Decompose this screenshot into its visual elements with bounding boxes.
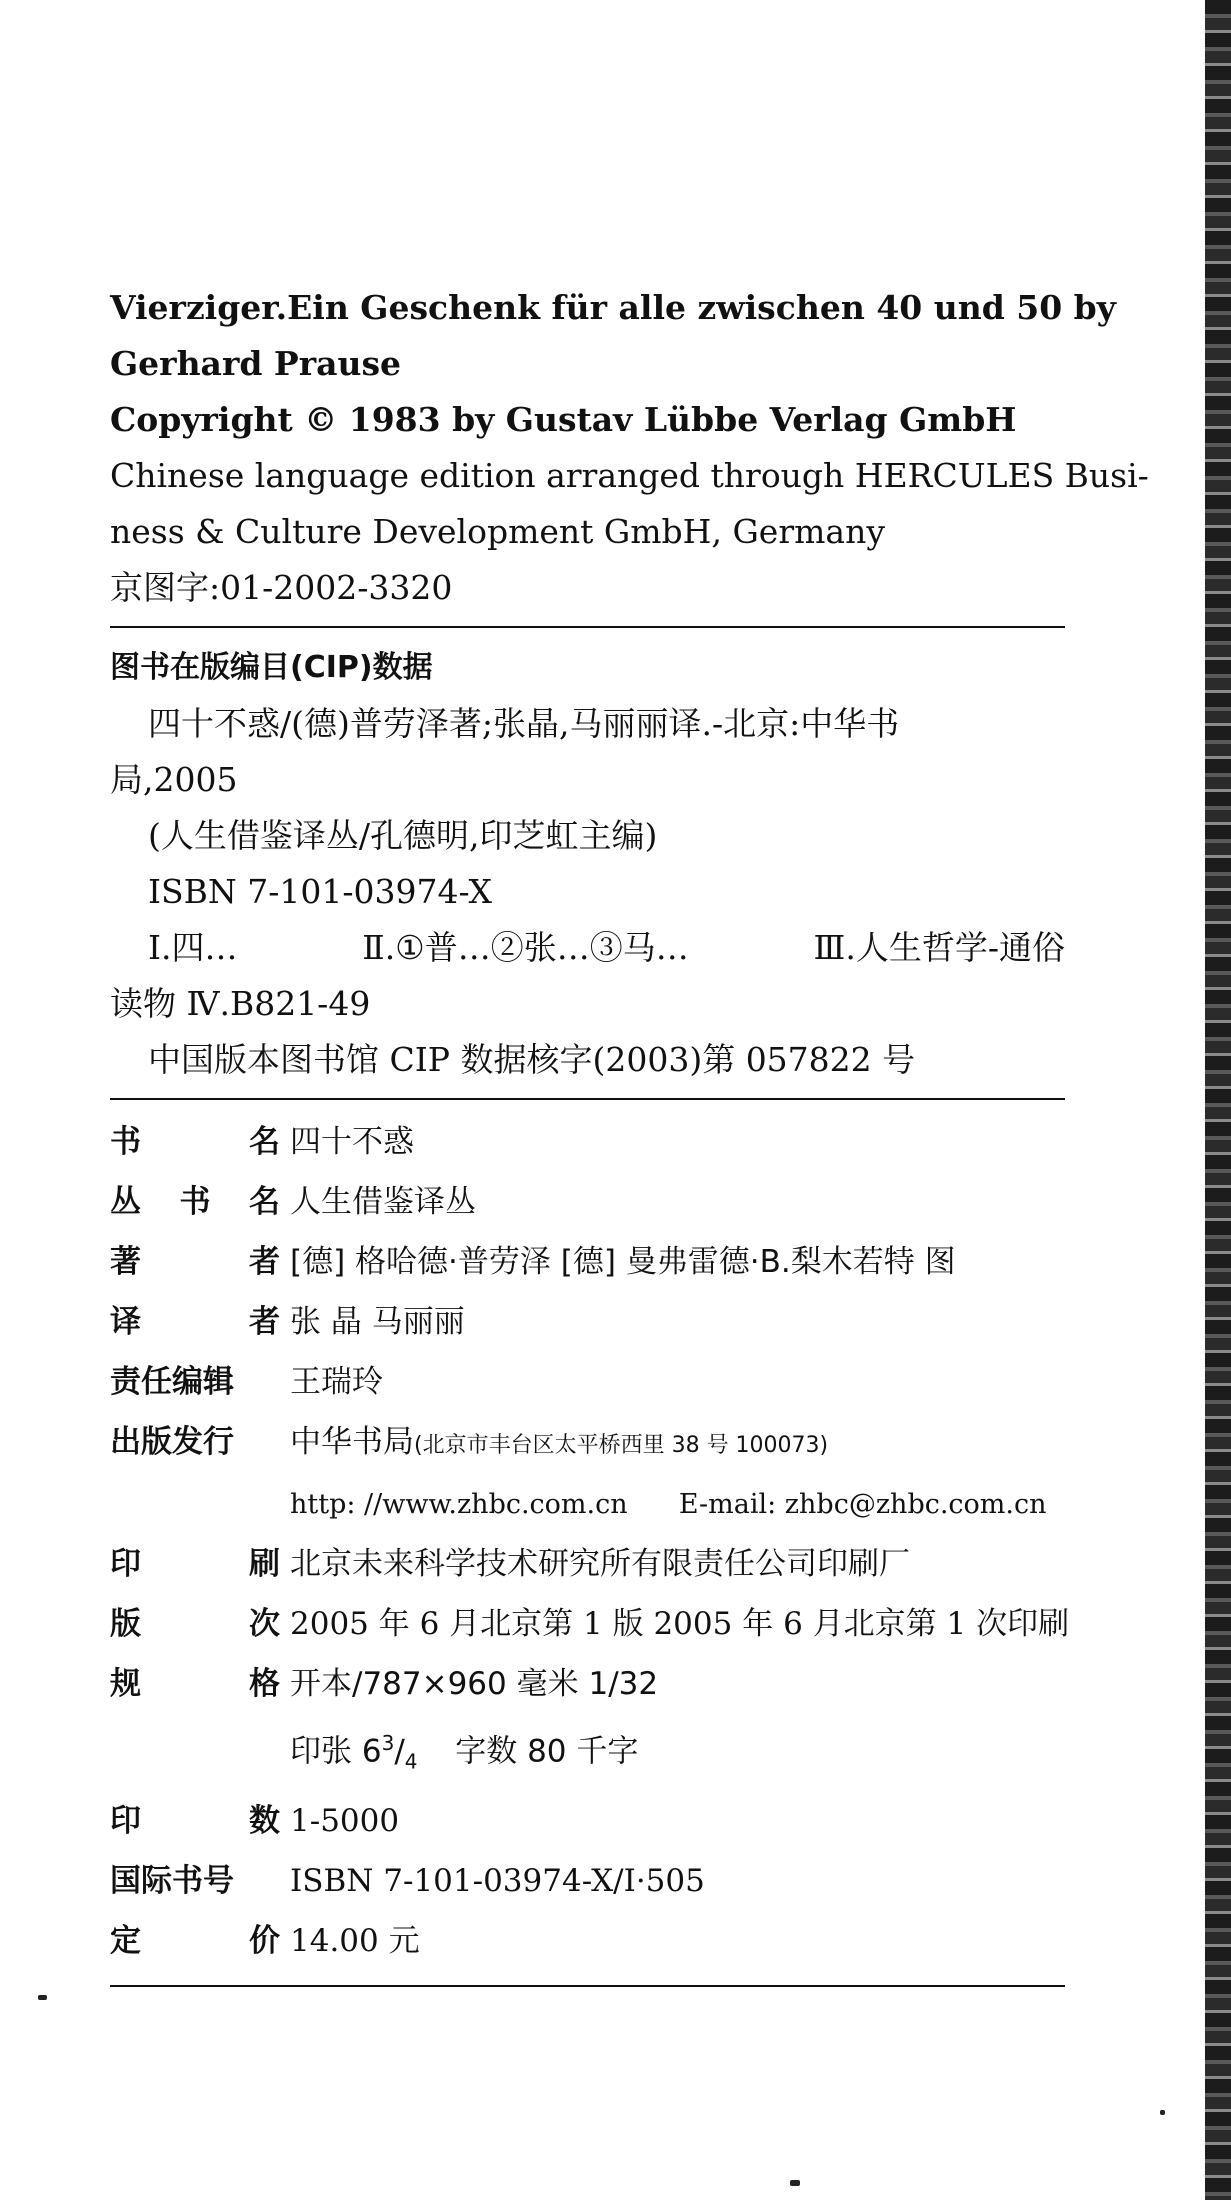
import-permit: 京图字:01-2002-3320 (110, 568, 453, 607)
record-translator-value: 张 晶 马丽丽 (290, 1304, 465, 1340)
record-author-value: [德] 格哈德·普劳泽 [德] 曼弗雷德·B.梨木若特 图 (290, 1244, 956, 1280)
record-print-run-value: 1-5000 (290, 1802, 400, 1839)
copyright-content (110, 280, 1149, 1999)
record-publisher-label: 出版发行 (110, 1424, 234, 1460)
record-edition-label: 版 次 (110, 1606, 280, 1642)
record-price-value: 14.00 元 (290, 1922, 420, 1959)
format-sheet: 印张 $6^3/_4$ 字数 80 千字 (290, 1731, 639, 1774)
record-publisher-contact (110, 1476, 1065, 1534)
cip-verify: 中国版本图书馆 CIP 数据核字(2003)第 057822 号 (148, 1040, 916, 1079)
record-print-run (110, 1791, 1065, 1851)
publisher-contact (280, 1476, 1047, 1534)
record-print-run-label: 印 数 (110, 1802, 280, 1839)
cip-line-2: 局,2005 (110, 760, 238, 799)
record-title (110, 1112, 1065, 1172)
record-format (110, 1654, 1065, 1714)
record-editor-value: 王瑞玲 (290, 1364, 383, 1400)
divider-2 (110, 1098, 1065, 1100)
record-format-sheet (110, 1714, 1065, 1791)
scan-speck (1160, 2110, 1165, 2115)
original-title-line-2: Gerhard Prause (110, 344, 402, 383)
publisher-web: http: //www.zhbc.com.cn (290, 1489, 628, 1520)
cip-line-1: 四十不惑/(德)普劳泽著;张晶,马丽丽译.-北京:中华书 (148, 704, 900, 743)
publisher-email: E-mail: zhbc@zhbc.com.cn (678, 1489, 1047, 1520)
scan-speck (38, 1995, 47, 2000)
record-series (110, 1172, 1065, 1232)
cip-class-line (110, 920, 1065, 976)
record-format-value: 开本/787×960 毫米 1/32 (290, 1666, 659, 1702)
cip-class-part-2: Ⅱ.①普…②张…③马… (362, 928, 689, 967)
record-title-value: 四十不惑 (290, 1124, 414, 1160)
record-printer-label: 印 刷 (110, 1546, 280, 1582)
record-publisher-value (280, 1412, 828, 1476)
record-isbn-value: ISBN 7-101-03974-X/I·505 (290, 1862, 705, 1899)
cip-isbn: ISBN 7-101-03974-X (148, 872, 492, 911)
record-edition-value: 2005 年 6 月北京第 1 版 2005 年 6 月北京第 1 次印刷 (290, 1606, 1070, 1642)
record-isbn-label: 国际书号 (110, 1862, 234, 1899)
record-editor-label: 责任编辑 (110, 1364, 234, 1400)
record-publisher (110, 1412, 1065, 1476)
record-price-label: 定 价 (110, 1922, 280, 1959)
cip-line-3: (人生借鉴译丛/孔德明,印芝虹主编) (148, 816, 658, 855)
record-printer-value: 北京未来科学技术研究所有限责任公司印刷厂 (290, 1546, 910, 1582)
divider-3 (110, 1985, 1065, 1987)
record-price (110, 1911, 1065, 1971)
publisher-name: 中华书局 (290, 1424, 414, 1460)
cip-class-part-3: Ⅲ.人生哲学-通俗 (813, 928, 1065, 967)
record-title-label: 书 名 (110, 1124, 280, 1160)
cip-heading: 图书在版编目(CIP)数据 (110, 650, 433, 685)
record-author (110, 1232, 1065, 1292)
record-series-value: 人生借鉴译丛 (290, 1184, 476, 1220)
arranged-line-2: ness & Culture Development GmbH, Germany (110, 512, 885, 551)
scan-speck (790, 2180, 800, 2186)
publisher-address: (北京市丰台区太平桥西里 38 号 100073) (414, 1433, 829, 1458)
record-format-label: 规 格 (110, 1666, 280, 1702)
copyright-line: Copyright © 1983 by Gustav Lübbe Verlag GmbH (110, 400, 1017, 439)
record-series-label: 丛 书 名 (110, 1184, 280, 1220)
format-words: 字数 80 千字 (455, 1733, 639, 1770)
record-edition (110, 1594, 1070, 1654)
record-editor (110, 1352, 1065, 1412)
cip-class-part-1: Ⅰ.四… (148, 928, 238, 967)
original-title-line-1: Vierziger.Ein Geschenk für alle zwischen 40 und 50 by (110, 288, 1116, 327)
record-printer (110, 1534, 1065, 1594)
scan-edge-shadow (1205, 0, 1231, 2200)
record-author-label: 著 者 (110, 1244, 280, 1280)
record-translator-label: 译 者 (110, 1304, 280, 1340)
arranged-line-1: Chinese language edition arranged through HERCULES Busi- (110, 456, 1149, 495)
record-translator (110, 1292, 1065, 1352)
cip-class-cont: 读物 Ⅳ.B821-49 (110, 984, 371, 1023)
divider-1 (110, 626, 1065, 628)
record-isbn (110, 1851, 1065, 1911)
